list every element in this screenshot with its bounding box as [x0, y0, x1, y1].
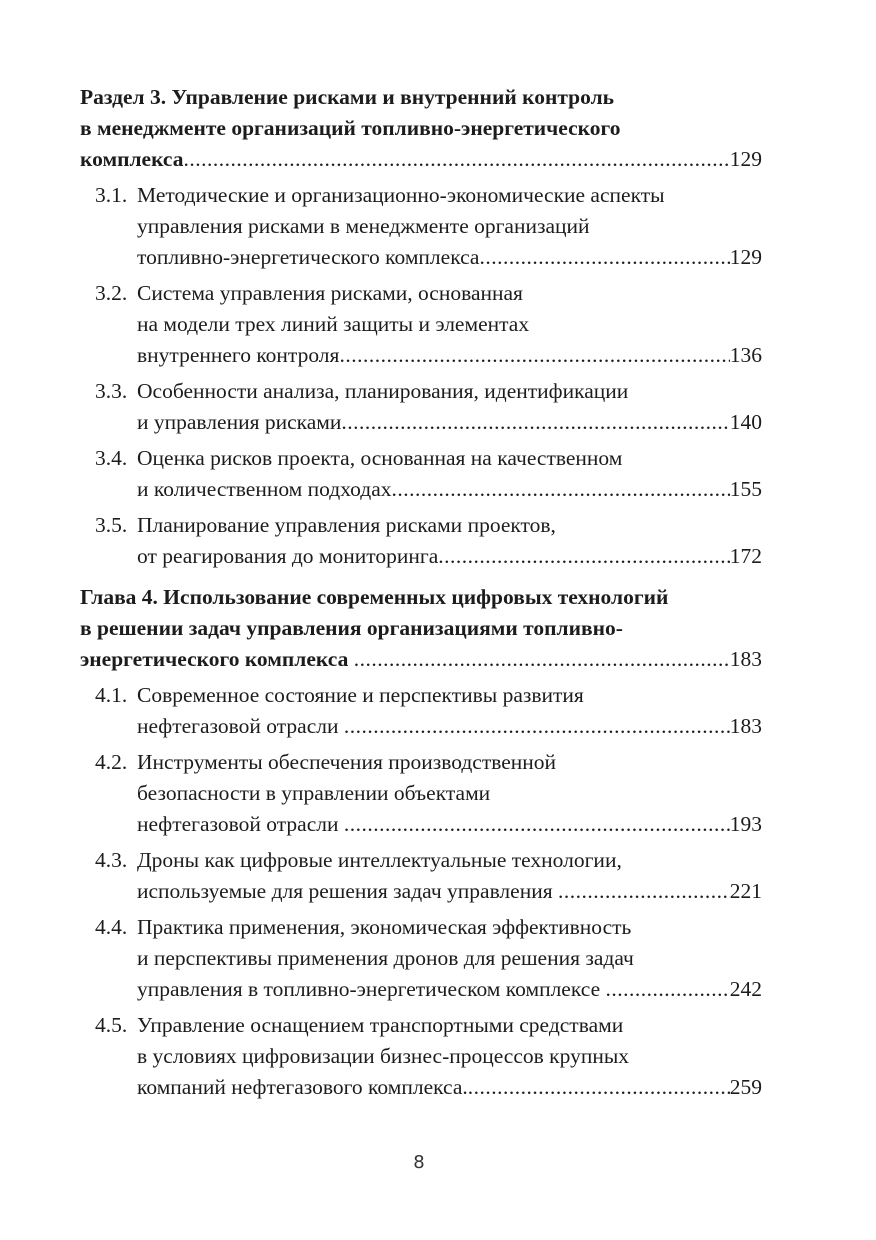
- toc-entry-title-line: нефтегазовой отрасли: [137, 714, 344, 738]
- dot-leader: [479, 242, 729, 273]
- toc-entry-title-line: и перспективы применения дронов для решения задач: [137, 946, 634, 970]
- toc-page-number: 242: [729, 977, 762, 1001]
- dot-leader: [344, 809, 730, 840]
- toc-entry-title-line: Инструменты обеспечения производственной: [137, 750, 557, 774]
- toc-page-number: 221: [729, 879, 762, 903]
- toc-entry-3-4[interactable]: [80, 443, 762, 505]
- dot-leader: [341, 407, 729, 438]
- toc-entry-title-line: от реагирования до мониторинга: [137, 544, 439, 568]
- toc-entry-number: 4.2.: [95, 750, 128, 774]
- dot-leader: [438, 541, 729, 572]
- dot-leader: [354, 644, 730, 675]
- toc-section-title-line: комплекса: [80, 147, 184, 171]
- toc-section-title-line: энергетического комплекса: [80, 647, 354, 671]
- toc-entry-title-line: управления в топливно-энергетическом комплексе: [137, 977, 606, 1001]
- toc-page-number: 140: [729, 410, 762, 434]
- toc-section-title-line: Раздел 3. Управление рисками и внутренний контроль: [80, 85, 615, 109]
- toc-entry-number: 3.4.: [95, 446, 128, 470]
- toc-entry-4-5[interactable]: [80, 1010, 762, 1103]
- toc-entry-number: 3.2.: [95, 281, 128, 305]
- toc-entry-title-line: Особенности анализа, планирования, идентификации: [137, 379, 629, 403]
- toc-entry-3-3[interactable]: [80, 376, 762, 438]
- toc-section-title-line: в решении задач управления организациями топливно-: [80, 616, 623, 640]
- toc-entry-title-line: Управление оснащением транспортными средствами: [137, 1013, 624, 1037]
- toc-page-number: 129: [729, 147, 762, 171]
- toc-entry-title-line: Практика применения, экономическая эффективность: [137, 915, 632, 939]
- toc-page-number: 183: [729, 714, 762, 738]
- toc-entry-title-line: Методические и организационно-экономические аспекты: [137, 183, 665, 207]
- toc-page-number: 183: [729, 647, 762, 671]
- toc-page-number: 155: [729, 477, 762, 501]
- toc-entry-title-line: Современное состояние и перспективы развития: [137, 683, 584, 707]
- dot-leader: [606, 974, 730, 1005]
- toc-entry-title-line: управления рисками в менеджменте организаций: [137, 214, 590, 238]
- toc-entry-title-line: в условиях цифровизации бизнес-процессов крупных: [137, 1044, 630, 1068]
- toc-entry-title-line: внутреннего контроля: [137, 343, 340, 367]
- toc-entry-4-4[interactable]: [80, 912, 762, 1005]
- toc-entry-number: 3.5.: [95, 513, 128, 537]
- toc-entry-title-line: Планирование управления рисками проектов,: [137, 513, 556, 537]
- dot-leader: [392, 474, 730, 505]
- toc-entry-title-line: безопасности в управлении объектами: [137, 781, 491, 805]
- toc-entry-3-1[interactable]: [80, 180, 762, 273]
- toc-entry-number: 3.1.: [95, 183, 128, 207]
- toc-entry-number: 3.3.: [95, 379, 128, 403]
- toc-page-number: 136: [729, 343, 762, 367]
- table-of-contents: [80, 82, 762, 1108]
- toc-page-number: 172: [729, 544, 762, 568]
- toc-entry-title-line: Система управления рисками, основанная: [137, 281, 523, 305]
- dot-leader: [558, 876, 730, 907]
- toc-entry-title-line: и количественном подходах: [137, 477, 392, 501]
- toc-entry-number: 4.3.: [95, 848, 128, 872]
- toc-chapter-4[interactable]: [80, 582, 762, 675]
- toc-section-3[interactable]: [80, 82, 762, 175]
- toc-page-number: 259: [729, 1075, 762, 1099]
- toc-page-number: 129: [729, 245, 762, 269]
- toc-entry-title-line: и управления рисками: [137, 410, 342, 434]
- toc-entry-4-3[interactable]: [80, 845, 762, 907]
- dot-leader: [339, 340, 729, 371]
- toc-entry-number: 4.4.: [95, 915, 128, 939]
- toc-entry-title-line: топливно-энергетического комплекса: [137, 245, 480, 269]
- toc-entry-title-line: на модели трех линий защиты и элементах: [137, 312, 530, 336]
- toc-section-title-line: в менеджменте организаций топливно-энергетического: [80, 116, 621, 140]
- toc-entry-title-line: Дроны как цифровые интеллектуальные технологии,: [137, 848, 622, 872]
- toc-entry-title-line: нефтегазовой отрасли: [137, 812, 344, 836]
- toc-entry-title-line: Оценка рисков проекта, основанная на качественном: [137, 446, 623, 470]
- toc-entry-number: 4.5.: [95, 1013, 128, 1037]
- toc-entry-3-5[interactable]: [80, 510, 762, 572]
- toc-section-title-line: Глава 4. Использование современных цифровых технологий: [80, 585, 669, 609]
- toc-entry-4-2[interactable]: [80, 747, 762, 840]
- toc-entry-4-1[interactable]: [80, 680, 762, 742]
- dot-leader: [468, 1072, 730, 1103]
- toc-page-number: 193: [729, 812, 762, 836]
- toc-entry-3-2[interactable]: [80, 278, 762, 371]
- toc-entry-title-line: компаний нефтегазового комплекса.: [137, 1075, 468, 1099]
- dot-leader: [344, 711, 730, 742]
- toc-entry-number: 4.1.: [95, 683, 128, 707]
- page-number: 8: [413, 1152, 425, 1173]
- toc-entry-title-line: используемые для решения задач управления: [137, 879, 558, 903]
- dot-leader: [184, 144, 730, 175]
